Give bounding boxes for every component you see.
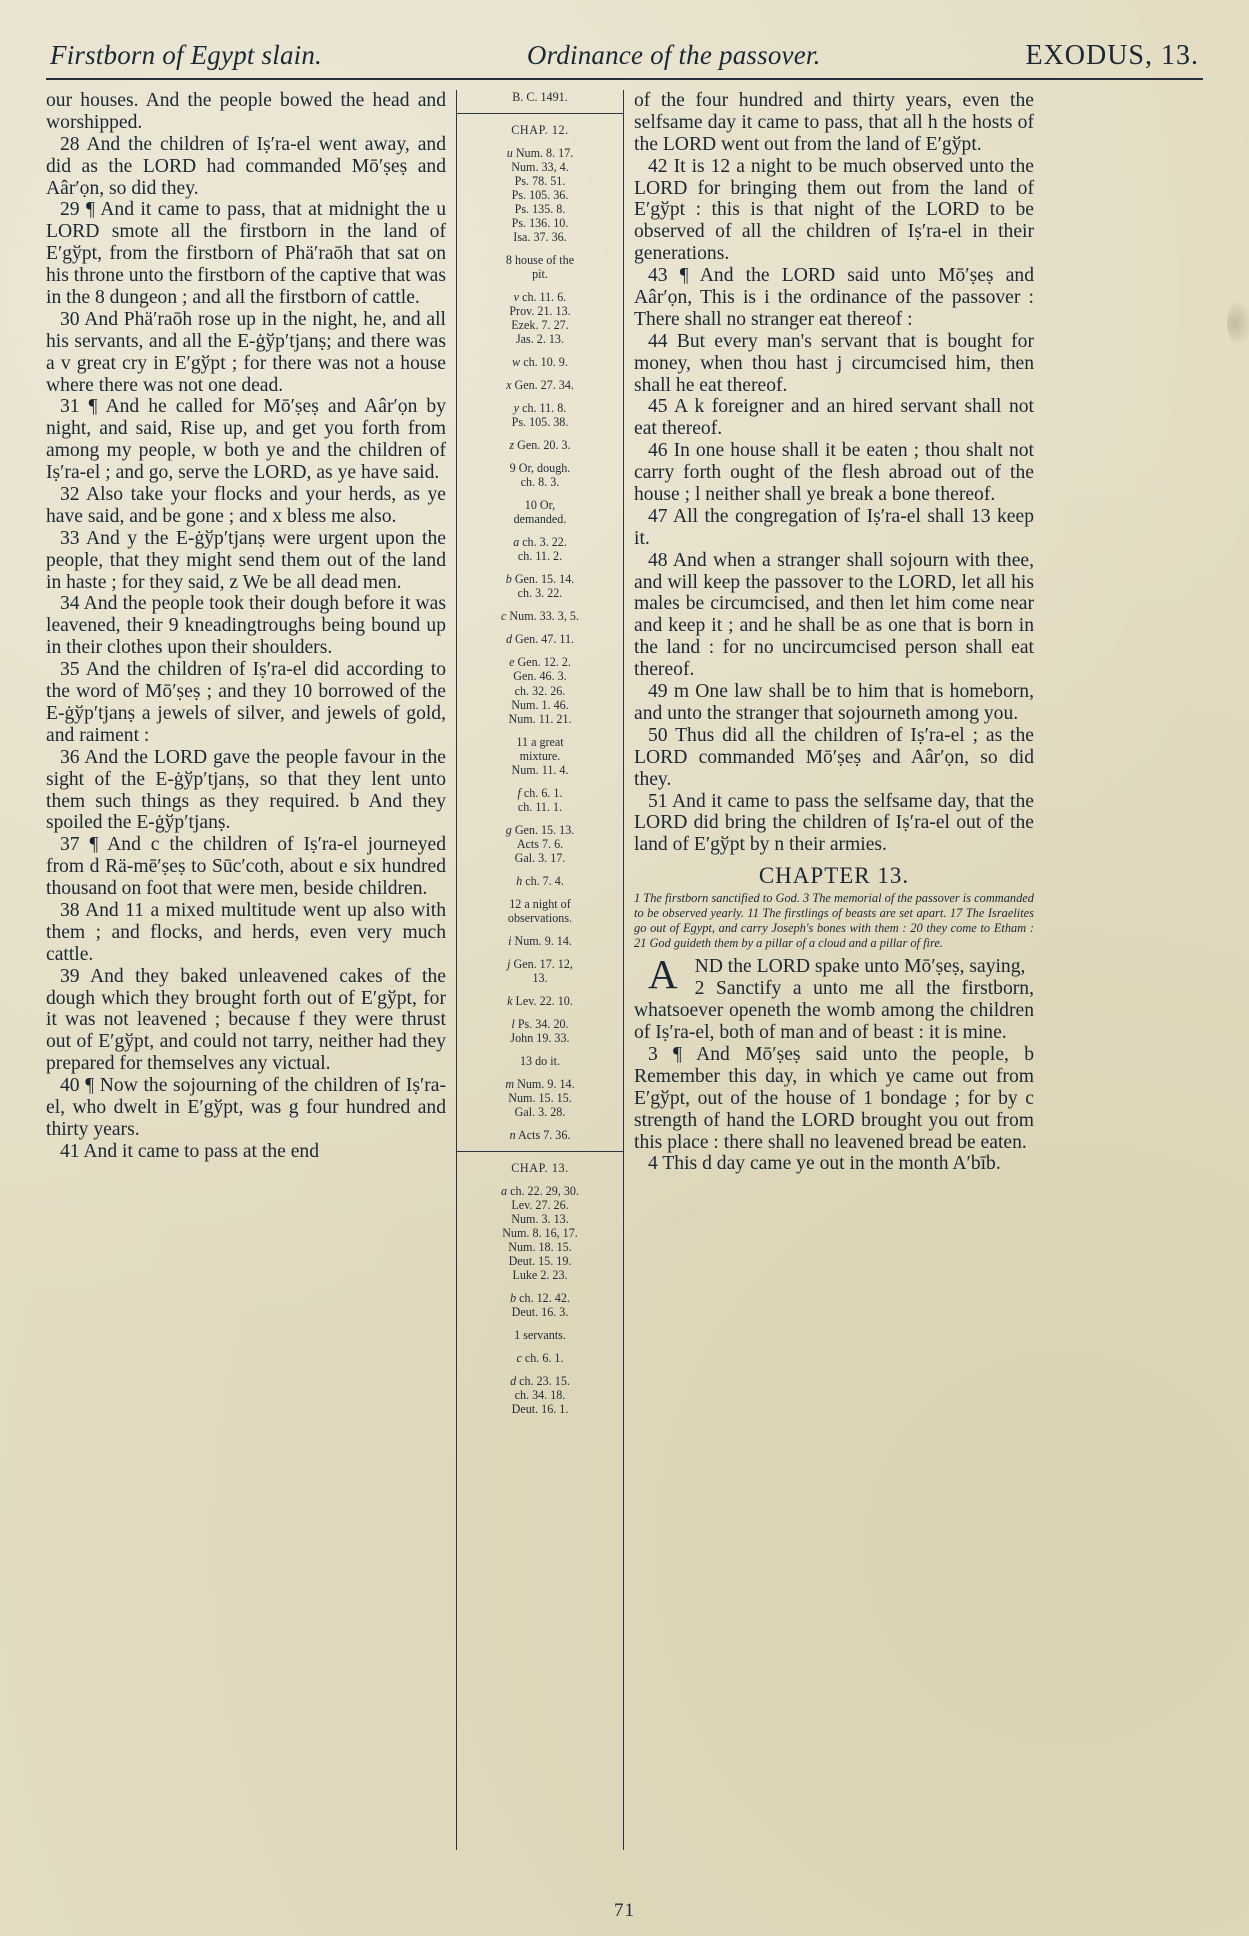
chapter-argument: 1 The firstborn sanctified to God. 3 The memorial of the passover is commanded to be observed yearly. 11 The firstlings of beasts are set apart. 17 The Israelites go out of Egypt, and carry Joseph's bones with them : 20 they come to Etham : 21 God guideth them by a pillar of a cloud and a pillar of fire. [634,890,1034,950]
chapter-heading: CHAPTER 13. [758,863,910,889]
verse-paragraph: 46 In one house shall it be eaten ; thou shalt not carry forth ought of the flesh abroad out of the house ; l neither shall ye break a bone thereof. [634,440,1034,506]
verse-paragraph: 42 It is 12 a night to be much observed unto the LORD for bringing them out from the land of E′gўpt : this is that night of the LORD to be observed of all the children of Iṣ′ra-el in their generations. [634,155,1034,265]
reference-item: c Num. 33. 3, 5. [501,609,579,624]
reference-item: 8 house of the pit. [505,253,575,282]
verse-paragraph: 35 And the children of Iṣ′ra-el did according to the word of Mō′ṣeṣ ; and they 10 borrowed of the E-ġўp′tjanṣ a jewels of silver, and jewels of gold, and raiment : [46,659,446,746]
verse-paragraph: 34 And the people took their dough before it was leavened, their 9 kneadingtroughs being bound up in their clothes upon their shoulders. [46,593,446,659]
verse-paragraph: of the four hundred and thirty years, even the selfsame day it came to pass, that all h the hosts of the LORD went out from the land of E′gўpt. [634,90,1034,155]
verse-paragraph: 30 And Phä′raōh rose up in the night, he, and all his servants, and all the E-ġўp′tjanṣ; and there was a v great cry in E′gўpt ; for there was not a house where there was not one dead. [46,308,446,396]
reference-item: u Num. 8. 17. Num. 33, 4. Ps. 78. 51. Ps. 105. 36. Ps. 135. 8. Ps. 136. 10. Isa. 37. 36. [506,146,574,245]
running-head-middle: Ordinance of the passover. [526,40,821,70]
reference-item: y ch. 11. 8. Ps. 105. 38. [511,401,569,430]
verse-paragraph: 45 A k foreigner and an hired servant shall not eat thereof. [634,396,1034,440]
reference-item: x Gen. 27. 34. [506,378,574,393]
running-head-right: EXODUS, 13. [1025,40,1199,71]
reference-item: v ch. 11. 6. Prov. 21. 13. Ezek. 7. 27. Jas. 2. 13. [509,290,571,347]
verse-paragraph: 28 And the children of Iṣ′ra-el went away, and did as the LORD had commanded Mō′ṣeṣ and Aâr′ọn, so did they. [46,133,446,199]
reference-item: 9 Or, dough. ch. 8. 3. [509,461,571,490]
verse-paragraph: 44 But every man's servant that is bought for money, when thou hast j circumcised him, then shall he eat thereof. [634,330,1034,396]
reference-item: a ch. 3. 22. ch. 11. 2. [513,535,567,564]
page-edge-shadow [1227,300,1249,346]
reference-item: 13 do it. [520,1053,560,1068]
verse-paragraph: 51 And it came to pass the selfsame day, that the LORD did bring the children of Iṣ′ra-el out of the land of E′gўpt by n their armies. [634,790,1034,856]
reference-item: w ch. 10. 9. [512,355,568,370]
reference-item: b Gen. 15. 14. ch. 3. 22. [505,572,575,601]
verse-paragraph: 3 ¶ And Mō′ṣeṣ said unto the people, b Remember this day, in which ye came out from E′gўpt, out of the house of 1 bondage ; for by c strength of hand the LORD brought you out from this place : there shall no leavened bread be eaten. [634,1043,1034,1153]
verse-paragraph: our houses. And the people bowed the head and worshipped. [46,90,446,133]
reference-chapter-head: CHAP. 13. [511,1160,569,1175]
column-right [634,90,1034,1850]
reference-item: f ch. 6. 1. ch. 11. 1. [517,785,563,814]
reference-item: a ch. 22. 29, 30. Lev. 27. 26. Num. 3. 13. Num. 8. 16, 17. Num. 18. 15. Deut. 15. 19. Luke 2. 23. [501,1183,579,1282]
reference-item: j Gen. 17. 12, 13. [507,956,573,985]
text-body [46,90,1203,1850]
reference-item: d ch. 23. 15. ch. 34. 18. Deut. 16. 1. [510,1374,570,1417]
reference-item: b ch. 12. 42. Deut. 16. 3. [510,1291,570,1320]
reference-item: e Gen. 12. 2. Gen. 46. 3. ch. 32. 26. Num. 1. 46. Num. 11. 21. [508,655,572,726]
verse-paragraph: 29 ¶ And it came to pass, that at midnight the u LORD smote all the firstborn in the land of E′gўpt, from the firstborn of Phä′raōh that sat on his throne unto the firstborn of the captive that was in the 8 dungeon ; and all the firstborn of cattle. [46,199,446,309]
page-number: 71 [614,1900,635,1921]
verse-paragraph: 43 ¶ And the LORD said unto Mō′ṣeṣ and Aâr′ọn, This is i the ordinance of the passover : There shall no stranger eat thereof : [634,265,1034,330]
verse-paragraph: 41 And it came to pass at the end [60,1140,320,1162]
verse-paragraph: 33 And y the E-ġўp′tjanṣ were urgent upon the people, that they might send them out of the land in haste ; for they said, z We be all dead men. [46,527,446,593]
verse-paragraph: 39 And they baked unleavened cakes of the dough which they brought forth out of E′gўpt, for it was not leavened ; because f they were thrust out of E′gўpt, and could not tarry, neither had they prepared for themselves any victual. [46,965,446,1075]
reference-item: m Num. 9. 14. Num. 15. 15. Gal. 3. 28. [505,1076,575,1119]
reference-item: k Lev. 22. 10. [507,993,573,1008]
verse-paragraph: 48 And when a stranger shall sojourn with thee, and will keep the passover to the LORD, let all his males be circumcised, and then let him come near and keep it ; and he shall be as one that is born in the land : for no uncircumcised person shall eat thereof. [634,549,1034,681]
reference-item: d Gen. 47. 11. [505,632,575,647]
verse-paragraph: 47 All the congregation of Iṣ′ra-el shall 13 keep it. [634,505,1034,549]
column-left [46,90,446,1850]
verse-paragraph: 36 And the LORD gave the people favour in the sight of the E-ġўp′tjanṣ, so that they lent unto them such things as they required. b And they spoiled the E-ġўp′tjanṣ. [46,746,446,834]
verse-paragraph: 50 Thus did all the children of Iṣ′ra-el ; as the LORD commanded Mō′ṣeṣ and Aâr′ọn, so did they. [634,724,1034,790]
reference-item: 11 a great mixture. Num. 11. 4. [511,734,569,777]
drop-cap: A [648,951,678,998]
verse-paragraph: 2 Sanctify a unto me all the firstborn, whatsoever openeth the womb among the children of Iṣ′ra-el, both of man and of beast : it is mine. [634,978,1034,1044]
running-head-left: Firstborn of Egypt slain. [50,40,323,70]
reference-item: g Gen. 15. 13. Acts 7. 6. Gal. 3. 17. [505,822,575,865]
reference-item: 10 Or, demanded. [513,498,567,527]
verse-paragraph: 31 ¶ And he called for Mō′ṣeṣ and Aâr′ọn by night, and said, Rise up, and get you forth from among my people, w both ye and the children of Iṣ′ra-el ; and go, serve the LORD, as ye have said. [46,396,446,484]
verse-paragraph: 37 ¶ And c the children of Iṣ′ra-el journeyed from d Rä-mē′ṣeṣ to Sūc′coth, about e six hundred thousand on foot that were men, beside children. [46,834,446,900]
reference-date: B. C. 1491. [512,90,568,104]
reference-item: z Gen. 20. 3. [509,438,571,453]
verse-paragraph: 32 Also take your flocks and your herds, as ye have said, and be gone ; and x bless me also. [46,484,446,527]
reference-item: i Num. 9. 14. [508,933,572,948]
divider [457,113,623,114]
verse-paragraph: 40 ¶ Now the sojourning of the children of Iṣ′ra-el, who dwelt in E′gўpt, was g four hundred and thirty years. [46,1075,446,1140]
reference-item: n Acts 7. 36. [509,1127,571,1142]
verse-paragraph-dropcap [634,951,1034,998]
running-head [46,40,1203,80]
divider [457,1151,623,1152]
verse-paragraph: 49 m One law shall be to him that is homeborn, and unto the stranger that sojourneth among you. [634,681,1034,724]
reference-item: c ch. 6. 1. [516,1351,564,1366]
verse-paragraph: 38 And 11 a mixed multitude went up also with them ; and flocks, and herds, even very much cattle. [46,899,446,965]
column-center-references [456,90,624,1850]
reference-chapter-head: CHAP. 12. [511,123,569,138]
verse-paragraph: 4 This d day came ye out in the month A′bīb. [648,1153,1001,1175]
reference-item: h ch. 7. 4. [516,873,564,888]
reference-item: 1 servants. [514,1328,566,1343]
reference-item: l Ps. 34. 20. John 19. 33. [510,1016,570,1045]
verse-text: ND the LORD spake unto Mō′ṣeṣ, saying, [694,956,1026,978]
reference-item: 12 a night of observations. [507,896,573,925]
